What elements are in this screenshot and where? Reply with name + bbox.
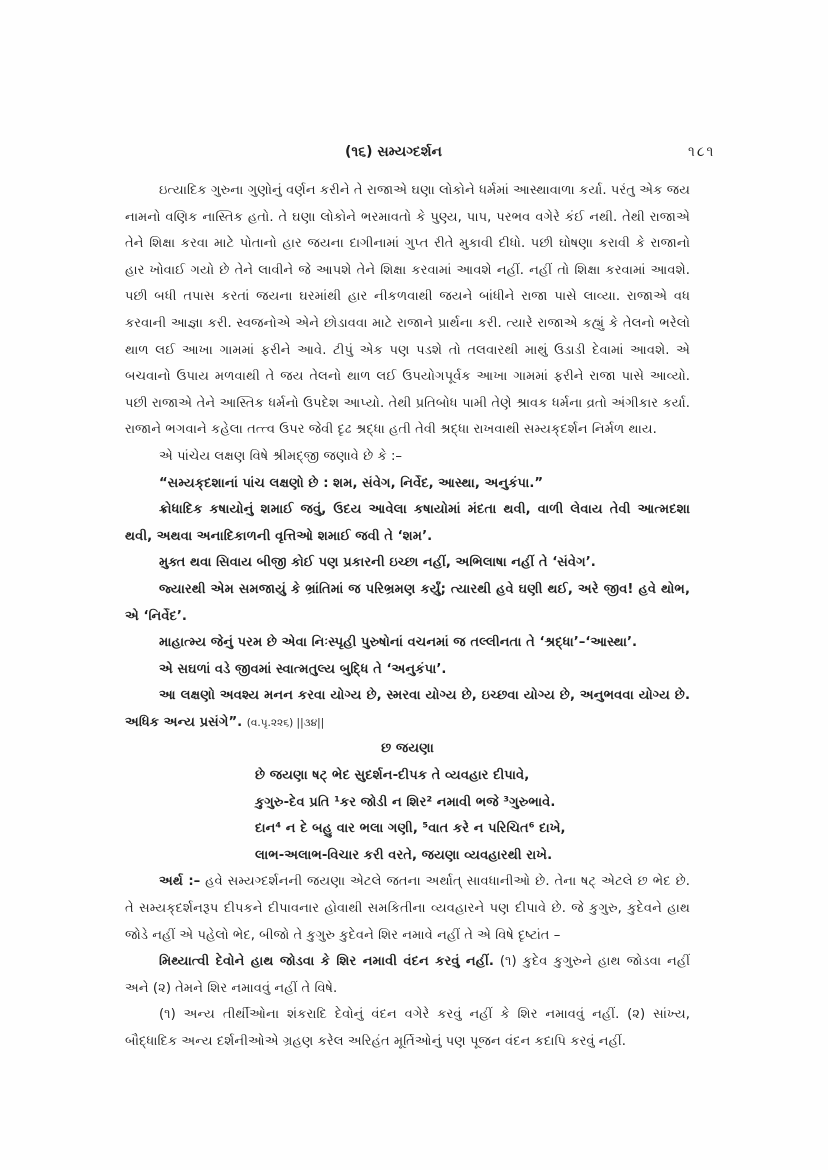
rule-rest: (૧) કુદેવ કુગુરુને હાથ જોડવા નહીં અને (૨) તેમને શિર નમાવવું નહીં તે વિષે. xyxy=(125,954,690,996)
paragraph-astha: માહાત્મ્ય જેનું પરમ છે એવા નિઃસ્પૃહી પુરુષોનાં વચનમાં જ તલ્લીનતા તે ‘શ્રદ્ધા’–‘આસ્થા’. xyxy=(159,635,637,651)
paragraph-anukampa: એ સઘળાં વડે જીવમાં સ્વાત્મતુલ્ય બુદ્ધિ તે ‘અનુકંપા’. xyxy=(159,661,447,677)
meaning-label: અર્થ :– xyxy=(159,874,201,890)
verse-line: કુગુરુ-દેવ પ્રતિ ¹કર જોડી ન શિર² નમાવી ભજે ³ગુરુભાવે. xyxy=(255,794,556,810)
verse-line: લાભ-અલાભ-વિચાર કરી વરતે, જયણા વ્યવહારથી રાખે. xyxy=(255,847,553,863)
paragraph-last: (૧) અન્ય તીર્થીઓના શંકરાદિ દેવોનું વંદન વગેરે કરવું નહીં કે શિર નમાવવું નહીં. (૨) સાંખ્ય, બૌદ્ધાદિક અન્ય દર્શનીઓએ ગ્રહણ કરેલ અરિહંત મૂર્તિઓનું પણ પૂજન વંદન કદાપિ કરવું નહીં. xyxy=(125,1007,690,1049)
paragraph-samveg: મુક્ત થવા સિવાય બીજી કોઈ પણ પ્રકારની ઇચ્છા નહીં, અભિલાષા નહીં તે ‘સંવેગ’. xyxy=(159,555,596,571)
running-title: (૧૬) સમ્યગ્દર્શન xyxy=(345,144,442,160)
meaning-text: હવે સમ્યગ્દર્શનની જયણા એટલે જતના અર્થાત્ સાવધાનીઓ છે. તેના ષટ્ એટલે છ ભેદ છે. તે સમ્યક્‌દર્શનરૂપ દીપકને દીપાવનાર હોવાથી સમકિતીના વ્યવહારને પણ દીપાવે છે. જે કુગુરુ, કુદેવને હાથ જોડે નહીં એ પહેલો ભેદ, બીજો તે કુગુરુ કુદેવને શિર નમાવે નહીં તે એ વિષે દૃષ્ટાંત – xyxy=(125,874,690,943)
paragraph-intro: એ પાંચેય લક્ષણ વિષે શ્રીમદ્‌જી જણાવે છે કે :– xyxy=(159,448,403,464)
paragraph-conclusion xyxy=(125,683,690,736)
conclusion-text: આ લક્ષણો અવશ્ય મનન કરવા યોગ્ય છે, સ્મરવા યોગ્ય છે, ઇચ્છવા યોગ્ય છે, અનુભવવા યોગ્ય છે. અધિક અન્ય પ્રસંગે”. xyxy=(125,688,690,730)
verse-line: દાન⁴ ન દે બહુ વાર ભલા ગણી, ⁵વાત કરે ન પરિચિત⁶ દાખે, xyxy=(255,821,566,837)
body-text xyxy=(125,178,690,1056)
quote-five-marks: “સમ્યક્‌દશાનાં પાંચ લક્ષણો છે : શમ, સંવેગ, નિર્વેદ, આસ્થા, અનુકંપા.” xyxy=(159,475,544,491)
rule-bold: મિથ્યાત્વી દેવોને હાથ જોડવા કે શિર નમાવી વંદન કરવું નહીં. xyxy=(159,954,494,970)
verse-block xyxy=(125,763,690,869)
citation-ref: (વ.પૃ.૨૨૬) ||૩૪|| xyxy=(246,716,325,729)
paragraph-sham: ક્રોધાદિક કષાયોનું શમાઈ જવું, ઉદય આવેલા કષાયોમાં મંદતા થવી, વાળી લેવાય તેવી આત્મદશા થવી, અથવા અનાદિકાળની વૃત્તિઓ શમાઈ જવી તે ‘શમ’. xyxy=(125,502,690,544)
paragraph-rule xyxy=(125,949,690,1002)
section-heading: છ જયણા xyxy=(381,741,434,757)
paragraph-meaning xyxy=(125,869,690,949)
page-number: ૧૮૧ xyxy=(688,144,716,160)
paragraph-nirved: જ્યારથી એમ સમજાયું કે ભ્રાંતિમાં જ પરિભ્રમણ કર્યું; ત્યારથી હવે ઘણી થઈ, અરે જીવ! હવે થોભ, એ ‘નિર્વેદ’. xyxy=(125,581,690,624)
paragraph-story: ઇત્યાદિક ગુરુના ગુણોનું વર્ણન કરીને તે રાજાએ ઘણા લોકોને ધર્મમાં આસ્થાવાળા કર્યા. પરંતુ એક જય નામનો વણિક નાસ્તિક હતો. તે ઘણા લોકોને ભરમાવતો કે પુણ્ય, પાપ, પરભવ વગેરે કંઈ નથી. તેથી રાજાએ તેને શિક્ષા કરવા માટે પોતાનો હાર જયના દાગીનામાં ગુપ્ત રીતે મુકાવી દીધો. પછી ઘોષણા કરાવી કે રાજાનો હાર ખોવાઈ ગયો છે તેને લાવીને જે આપશે તેને શિક્ષા કરવામાં આવશે નહીં. નહીં તો શિક્ષા કરવામાં આવશે. પછી બધી તપાસ કરતાં જયના ઘરમાંથી હાર નીકળવાથી જયને બાંધીને રાજા પાસે લાવ્યા. રાજાએ વધ કરવાની આજ્ઞા કરી. સ્વજનોએ એને છોડાવવા માટે રાજાને પ્રાર્થના કરી. ત્યારે રાજાએ કહ્યું કે તેલનો ભરેલો થાળ લઈ આખા ગામમાં ફરીને આવે. ટીપું એક પણ પડશે તો તલવારથી માથું ઉડાડી દેવામાં આવશે. એ બચવાનો ઉપાય મળવાથી તે જય તેલનો થાળ લઈ ઉપયોગપૂર્વક આખા ગામમાં ફરીને રાજા પાસે આવ્યો. પછી રાજાએ તેને આસ્તિક ધર્મનો ઉપદેશ આપ્યો. તેથી પ્રતિબોધ પામી તેણે શ્રાવક ધર્મના વ્રતો અંગીકાર કર્યા. રાજાને ભગવાને કહેલા તત્ત્વ ઉપર જેવી દૃઢ શ્રદ્ધા હતી તેવી શ્રદ્ધા રાખવાથી સમ્યક્‌દર્શન નિર્મળ થાય. xyxy=(125,183,690,438)
verse-line: છે જયણા ષટ્ ભેદ સુદર્શન-દીપક તે વ્યવહાર દીપાવે, xyxy=(255,768,530,784)
